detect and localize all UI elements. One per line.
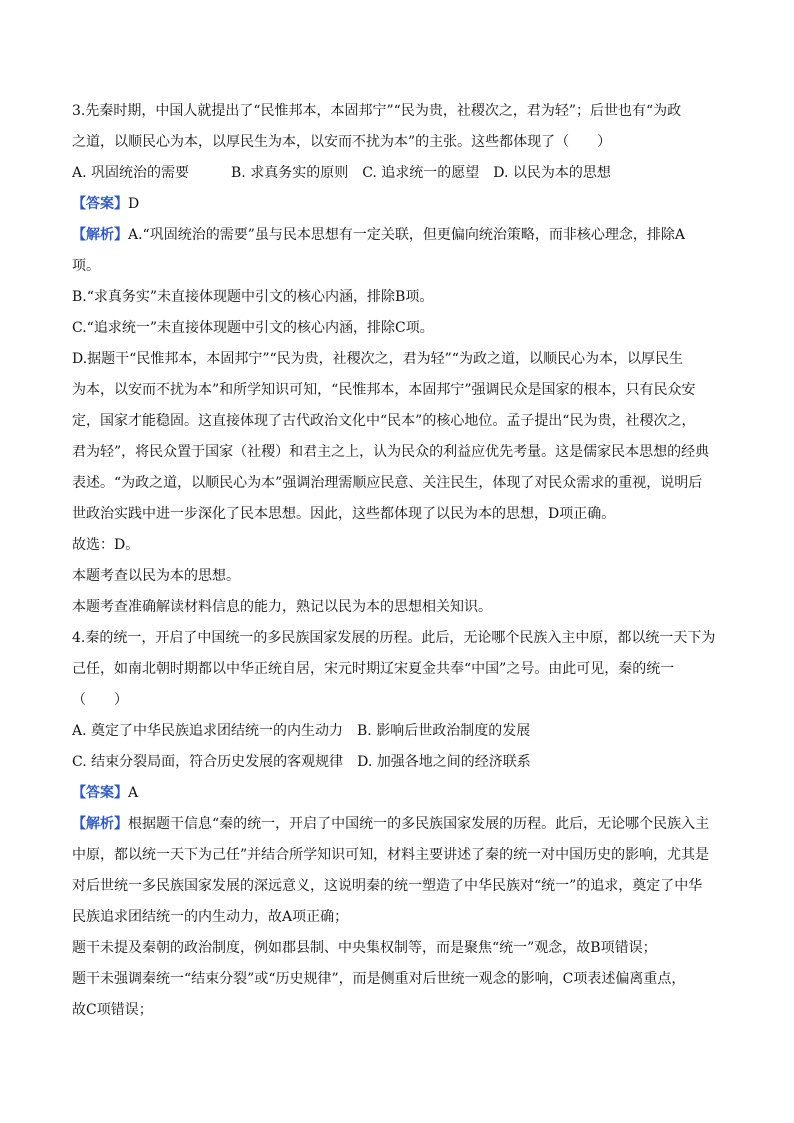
q3-analysis-text: A.“巩固统治的需要”虽与民本思想有一定关联，但更偏向统治策略，而非核心理念，排除A — [128, 227, 685, 243]
q4-stem-line-3: （ ） — [72, 692, 128, 708]
q3-answer-line — [72, 189, 722, 220]
document-page — [72, 96, 722, 1026]
q4-stem-line-1: 4.秦的统一，开启了中国统一的多民族国家发展的历程。此后，无论哪个民族入主中原，都以统一天下为 — [72, 630, 716, 646]
q4-options-cd: C. 结束分裂局面，符合历史发展的客观规律 D. 加强各地之间的经济联系 — [72, 754, 531, 770]
q3-analysis-line: C.“追求统一”未直接体现题中引文的核心内涵，排除C项。 — [72, 320, 434, 336]
q3-stem-line-1: 3.先秦时期，中国人就提出了“民惟邦本，本固邦宁”“民为贵，社稷次之，君为轻”；后世也有“为政 — [72, 103, 682, 119]
q4-analysis-line-1 — [72, 809, 722, 840]
q3-ability-note: 本题考查准确解读材料信息的能力，熟记以民为本的思想相关知识。 — [72, 599, 492, 615]
q3-analysis-line: D.据题干“民惟邦本，本固邦宁”“民为贵，社稷次之，君为轻”“为政之道，以顺民心为本，以厚民生 — [72, 351, 683, 367]
q3-topic-note: 本题考查以民为本的思想。 — [72, 568, 240, 584]
q3-conclusion: 故选：D。 — [72, 537, 140, 553]
q4-analysis-line: 题干未强调秦统一“结束分裂”或“历史规律”，而是侧重对后世统一观念的影响，C项表述偏离重点， — [72, 971, 686, 987]
analysis-tag: 【解析】 — [72, 227, 128, 243]
q4-analysis-text: 根据题干信息“秦的统一，开启了中国统一的多民族国家发展的历程。此后，无论哪个民族入主 — [128, 816, 710, 832]
q3-analysis-line-1 — [72, 220, 722, 251]
q4-analysis-line: 民族追求团结统一的内生动力，故A项正确； — [72, 909, 349, 925]
q4-answer: A — [128, 785, 139, 801]
q4-analysis-line: 对后世统一多民族国家发展的深远意义，这说明秦的统一塑造了中华民族对“统一”的追求，奠定了中华 — [72, 878, 703, 894]
q4-analysis-line: 题干未提及秦朝的政治制度，例如郡县制、中央集权制等，而是聚焦“统一”观念，故B项错误； — [72, 940, 657, 956]
answer-tag: 【答案】 — [72, 785, 128, 801]
q4-stem-line-2: 己任，如南北朝时期都以中华正统自居，宋元时期辽宋夏金共奉“中国”之号。由此可见，秦的统一 — [72, 661, 675, 677]
q3-analysis-line: 世政治实践中进一步深化了民本思想。因此，这些都体现了以民为本的思想，D项正确。 — [72, 506, 616, 522]
q3-answer: D — [128, 196, 140, 212]
q3-analysis-line: 定，国家才能稳固。这直接体现了古代政治文化中“民本”的核心地位。孟子提出“民为贵，社稷次之， — [72, 413, 696, 429]
q4-analysis-line: 中原，都以统一天下为己任”并结合所学知识可知，材料主要讲述了秦的统一对中国历史的影响，尤其是 — [72, 847, 710, 863]
q3-analysis-line: 表述。“为政之道，以顺民心为本”强调治理需顺应民意、关注民生，体现了对民众需求的重视，说明后 — [72, 475, 703, 491]
q4-options-ab: A. 奠定了中华民族追求团结统一的内生动力 B. 影响后世政治制度的发展 — [72, 723, 531, 739]
answer-tag: 【答案】 — [72, 196, 128, 212]
q3-analysis-line: 项。 — [72, 258, 100, 274]
q3-options: A. 巩固统治的需要 B. 求真务实的原则 C. 追求统一的愿望 D. 以民为本的思想 — [72, 165, 611, 181]
q3-analysis-line: 为本，以安而不扰为本”和所学知识可知，“民惟邦本，本固邦宁”强调民众是国家的根本，只有民众安 — [72, 382, 696, 398]
q4-analysis-line: 故C项错误； — [72, 1002, 153, 1018]
q3-stem-line-2: 之道，以顺民心为本，以厚民生为本，以安而不扰为本”的主张。这些都体现了（ ） — [72, 134, 612, 150]
q3-analysis-line: 君为轻”，将民众置于国家（社稷）和君主之上，认为民众的利益应优先考量。这是儒家民本思想的经典 — [72, 444, 710, 460]
q4-answer-line — [72, 778, 722, 809]
analysis-tag: 【解析】 — [72, 816, 128, 832]
q3-analysis-line: B.“求真务实”未直接体现题中引文的核心内涵，排除B项。 — [72, 289, 434, 305]
